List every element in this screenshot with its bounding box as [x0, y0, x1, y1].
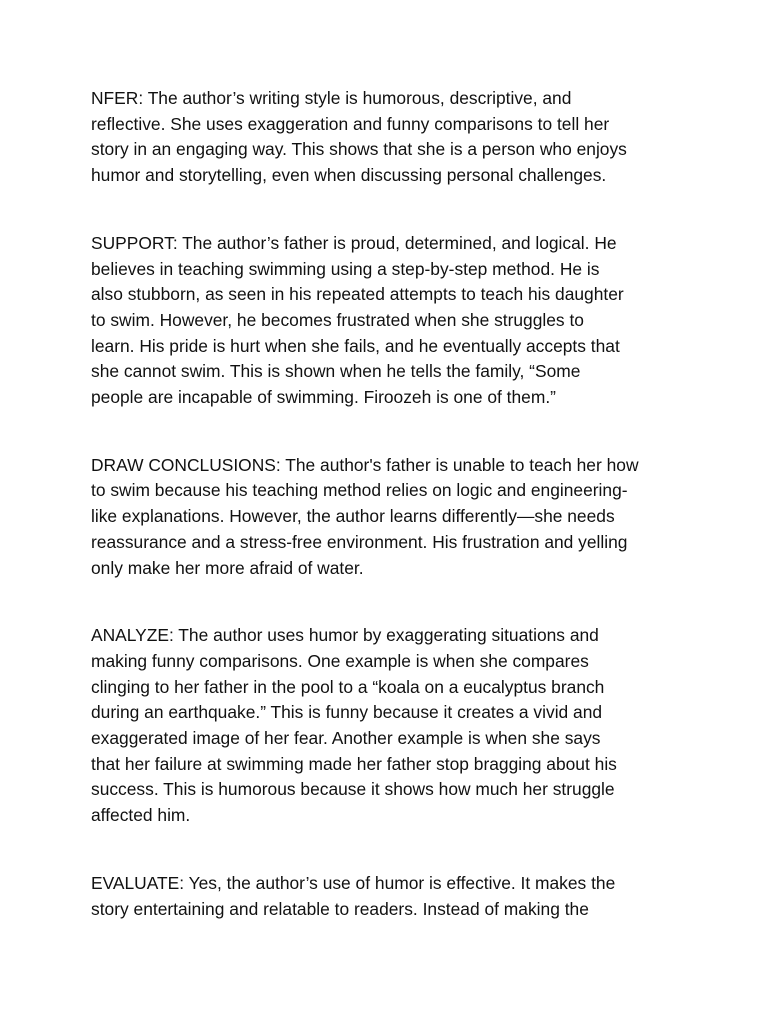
paragraph-line: during an earthquake.” This is funny because it creates a vivid and	[91, 702, 603, 723]
paragraph-line: reassurance and a stress-free environment. His frustration and yelling	[91, 531, 628, 552]
paragraph-line: people are incapable of swimming. Firoozeh is one of them.”	[91, 387, 556, 408]
paragraph-line: clinging to her father in the pool to a “koala on a eucalyptus branch	[91, 676, 605, 697]
paragraph-line: only make her more afraid of water.	[91, 557, 364, 578]
paragraph-line: she cannot swim. This is shown when he tells the family, “Some	[91, 361, 581, 382]
paragraph-line: exaggerated image of her fear. Another example is when she says	[91, 728, 601, 749]
paragraph-line: DRAW CONCLUSIONS: The author's father is unable to teach her how	[91, 454, 639, 475]
paragraph-line: reflective. She uses exaggeration and funny comparisons to tell her	[91, 113, 610, 134]
paragraph-line: to swim because his teaching method relies on logic and engineering-	[91, 480, 628, 501]
paragraph-line: learn. His pride is hurt when she fails, and he eventually accepts that	[91, 335, 620, 356]
paragraph-draw-conclusions	[91, 453, 691, 582]
paragraph-line: believes in teaching swimming using a step-by-step method. He is	[91, 258, 600, 279]
paragraph-line: making funny comparisons. One example is when she compares	[91, 650, 589, 671]
paragraph-line: EVALUATE: Yes, the author’s use of humor is effective. It makes the	[91, 872, 616, 893]
paragraph-line: story entertaining and relatable to readers. Instead of making the	[91, 898, 589, 919]
paragraph-evaluate	[91, 871, 691, 922]
paragraph-line: to swim. However, he becomes frustrated when she struggles to	[91, 309, 584, 330]
paragraph-line: SUPPORT: The author’s father is proud, determined, and logical. He	[91, 232, 617, 253]
paragraph-support	[91, 231, 691, 411]
paragraph-line: that her failure at swimming made her father stop bragging about his	[91, 753, 617, 774]
paragraph-line: like explanations. However, the author learns differently—she needs	[91, 506, 615, 527]
paragraph-line: affected him.	[91, 805, 191, 826]
paragraph-line: humor and storytelling, even when discussing personal challenges.	[91, 165, 607, 186]
paragraph-infer	[91, 86, 691, 189]
paragraph-line: success. This is humorous because it shows how much her struggle	[91, 779, 615, 800]
paragraph-line: ANALYZE: The author uses humor by exaggerating situations and	[91, 625, 599, 646]
paragraph-line: also stubborn, as seen in his repeated attempts to teach his daughter	[91, 284, 624, 305]
paragraph-analyze	[91, 623, 691, 829]
paragraph-line: NFER: The author’s writing style is humorous, descriptive, and	[91, 88, 572, 108]
document-body	[91, 86, 691, 964]
paragraph-line: story in an engaging way. This shows that she is a person who enjoys	[91, 139, 627, 160]
